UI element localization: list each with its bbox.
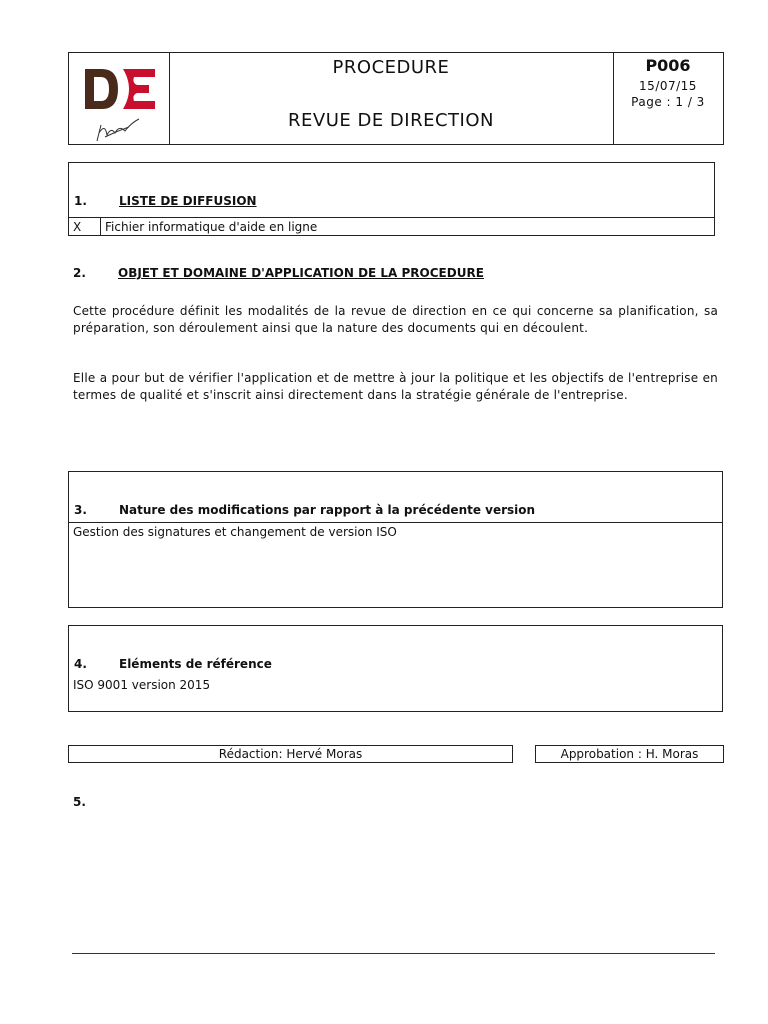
section-2-heading bbox=[73, 266, 484, 280]
section-1-number: 1. bbox=[74, 194, 87, 208]
section-5-heading bbox=[73, 795, 86, 809]
approbation-box bbox=[535, 745, 724, 763]
approbation-text: Approbation : H. Moras bbox=[560, 747, 699, 761]
section-3-number: 3. bbox=[74, 503, 87, 517]
section-4-content: ISO 9001 version 2015 bbox=[73, 678, 211, 692]
section-2-number: 2. bbox=[73, 266, 86, 280]
section-5-number: 5. bbox=[73, 795, 86, 809]
document-code: P006 bbox=[645, 56, 691, 75]
distribution-divider bbox=[100, 218, 101, 236]
redaction-box bbox=[68, 745, 513, 763]
section-4-title: Eléments de référence bbox=[119, 657, 272, 671]
footer-rule bbox=[72, 953, 715, 954]
section-1-box bbox=[68, 162, 715, 236]
title-cell bbox=[169, 53, 614, 144]
section-2-paragraph-1: Cette procédure définit les modalités de la revue de direction en ce qui concerne sa planification, sa préparation, son déroulement ainsi que la nature des documents qui en découlent. bbox=[73, 304, 718, 335]
page-indicator: Page : 1 / 3 bbox=[631, 95, 705, 109]
redaction-text: Rédaction: Hervé Moras bbox=[218, 747, 363, 761]
section-3-box bbox=[68, 471, 723, 608]
section-4-heading bbox=[74, 657, 272, 671]
document-subtitle: REVUE DE DIRECTION bbox=[288, 110, 494, 131]
section-3-title: Nature des modifications par rapport à la précédente version bbox=[119, 503, 536, 517]
document-date: 15/07/15 bbox=[639, 79, 697, 93]
section-1-heading bbox=[74, 194, 257, 208]
document-title: PROCEDURE bbox=[332, 57, 450, 78]
company-logo bbox=[69, 53, 167, 144]
section-2-title: OBJET ET DOMAINE D'APPLICATION DE LA PROCEDURE bbox=[118, 266, 484, 280]
section-3-body bbox=[69, 522, 722, 607]
code-cell bbox=[613, 53, 723, 144]
section-4-box bbox=[68, 625, 723, 712]
section-1-title: LISTE DE DIFFUSION bbox=[119, 194, 257, 208]
section-2-paragraph-2: Elle a pour but de vérifier l'application et de mettre à jour la politique et les objectifs de l'entreprise en termes de qualité et s'inscrit ainsi directement dans la stratégie générale de l'entreprise. bbox=[73, 371, 718, 402]
document-header bbox=[68, 52, 724, 145]
section-3-content: Gestion des signatures et changement de version ISO bbox=[73, 525, 397, 539]
section-4-number: 4. bbox=[74, 657, 87, 671]
distribution-text: Fichier informatique d'aide en ligne bbox=[105, 220, 318, 234]
logo-cell bbox=[69, 53, 170, 144]
distribution-row bbox=[69, 217, 714, 236]
distribution-mark: X bbox=[73, 220, 82, 234]
section-3-heading bbox=[74, 503, 535, 517]
